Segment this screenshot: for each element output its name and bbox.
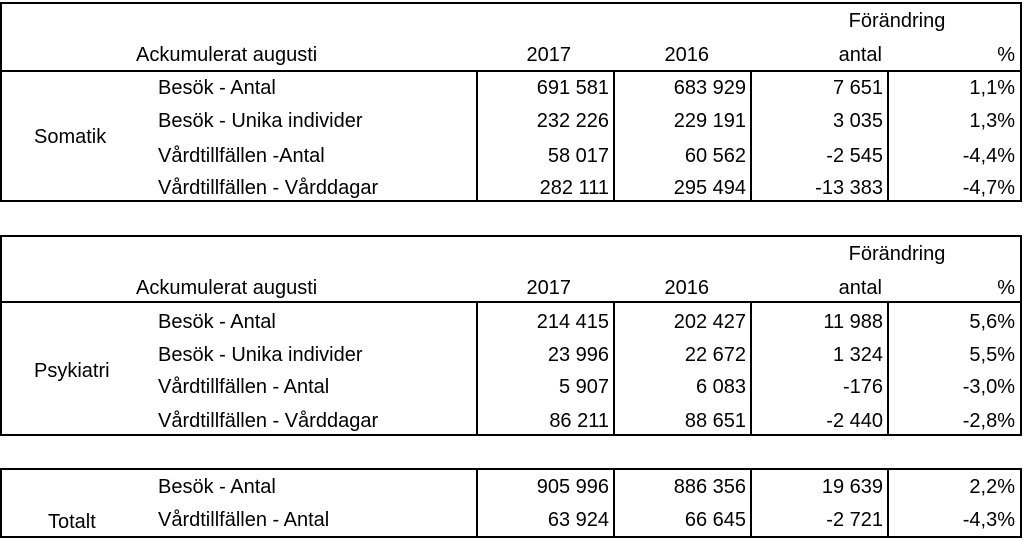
value-pct: 2,2% bbox=[969, 476, 1015, 498]
value-2016: 66 645 bbox=[684, 509, 746, 531]
value-pct: -3,0% bbox=[962, 376, 1015, 398]
row-label: Besök - Antal bbox=[158, 311, 276, 333]
totalt-table bbox=[0, 468, 1022, 538]
value-2017: 214 415 bbox=[536, 311, 609, 333]
period-label: Ackumulerat augusti bbox=[136, 44, 318, 66]
value-2016: 60 562 bbox=[684, 145, 746, 167]
change-header: Förändring bbox=[848, 10, 946, 32]
row-label: Vårdtillfällen - Vårddagar bbox=[158, 177, 379, 199]
row-label: Vårdtillfällen -Antal bbox=[158, 145, 325, 167]
col-2017: 2017 bbox=[526, 277, 571, 299]
col-2017: 2017 bbox=[526, 44, 571, 66]
change-header: Förändring bbox=[848, 243, 946, 265]
value-antal: 3 035 bbox=[832, 110, 883, 132]
row-label: Besök - Antal bbox=[158, 77, 276, 99]
group-label: Psykiatri bbox=[34, 360, 110, 382]
psykiatri-table bbox=[0, 235, 1022, 436]
value-2016: 202 427 bbox=[673, 311, 746, 333]
value-2016: 683 929 bbox=[673, 77, 746, 99]
row-label: Besök - Antal bbox=[158, 476, 276, 498]
value-pct: -4,4% bbox=[962, 145, 1015, 167]
value-antal: 11 988 bbox=[823, 311, 883, 333]
value-2016: 229 191 bbox=[673, 110, 746, 132]
value-pct: -4,3% bbox=[962, 509, 1015, 531]
value-2017: 23 996 bbox=[547, 344, 609, 366]
value-antal: -2 545 bbox=[826, 145, 883, 167]
value-pct: 5,6% bbox=[969, 311, 1015, 333]
value-antal: -13 383 bbox=[815, 177, 883, 199]
col-pct: % bbox=[997, 44, 1015, 66]
value-antal: 7 651 bbox=[832, 77, 883, 99]
value-2017: 63 924 bbox=[547, 509, 609, 531]
value-2017: 232 226 bbox=[536, 110, 609, 132]
row-label: Besök - Unika individer bbox=[158, 344, 363, 366]
row-label: Besök - Unika individer bbox=[158, 110, 363, 132]
value-2016: 295 494 bbox=[673, 177, 746, 199]
col-antal: antal bbox=[838, 277, 882, 299]
col-antal: antal bbox=[838, 44, 882, 66]
value-2016: 886 356 bbox=[673, 476, 746, 498]
group-label: Totalt bbox=[48, 511, 96, 533]
value-pct: -2,8% bbox=[962, 410, 1015, 432]
col-2016: 2016 bbox=[664, 44, 709, 66]
row-label: Vårdtillfällen - Antal bbox=[158, 509, 330, 531]
row-label: Vårdtillfällen - Vårddagar bbox=[158, 410, 379, 432]
value-2017: 905 996 bbox=[536, 476, 609, 498]
value-2017: 5 907 bbox=[558, 376, 609, 398]
value-2016: 88 651 bbox=[684, 410, 746, 432]
period-label: Ackumulerat augusti bbox=[136, 277, 318, 299]
value-pct: 1,1% bbox=[969, 77, 1015, 99]
value-2017: 58 017 bbox=[547, 145, 609, 167]
group-label: Somatik bbox=[34, 126, 107, 148]
row-label: Vårdtillfällen - Antal bbox=[158, 376, 330, 398]
value-pct: 5,5% bbox=[969, 344, 1015, 366]
value-2017: 86 211 bbox=[549, 410, 609, 432]
col-pct: % bbox=[997, 277, 1015, 299]
value-2016: 6 083 bbox=[695, 376, 746, 398]
somatik-table bbox=[0, 2, 1022, 202]
value-antal: 1 324 bbox=[832, 344, 883, 366]
col-2016: 2016 bbox=[664, 277, 709, 299]
value-antal: -2 440 bbox=[826, 410, 883, 432]
value-2017: 691 581 bbox=[536, 77, 609, 99]
value-antal: 19 639 bbox=[821, 476, 883, 498]
value-pct: -4,7% bbox=[962, 177, 1015, 199]
value-antal: -176 bbox=[842, 376, 883, 398]
value-pct: 1,3% bbox=[969, 110, 1015, 132]
header-divider bbox=[2, 301, 1020, 303]
value-2016: 22 672 bbox=[684, 344, 746, 366]
value-2017: 282 111 bbox=[539, 177, 609, 199]
header-divider bbox=[2, 70, 1020, 72]
value-antal: -2 721 bbox=[826, 509, 883, 531]
